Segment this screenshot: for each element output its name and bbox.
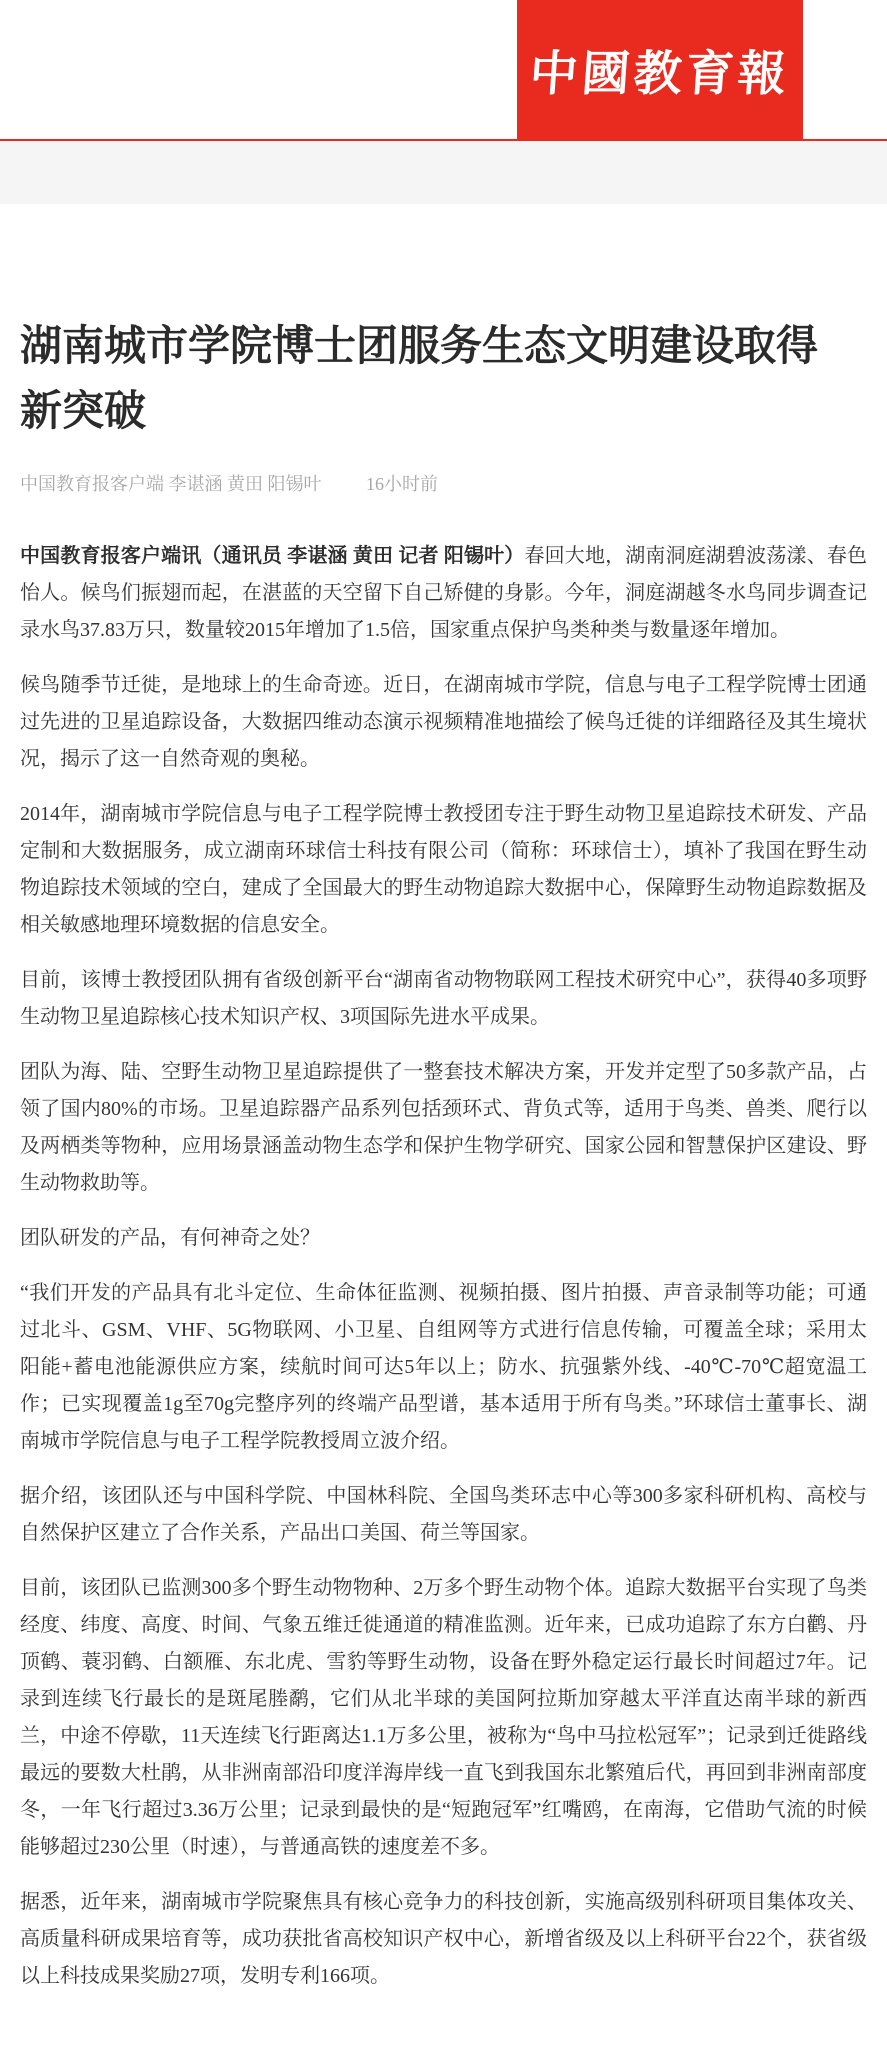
byline-timestamp: 16小时前 [366, 474, 438, 495]
paragraph-text: 春回大地，湖南洞庭湖碧波荡漾、春色怡人。候鸟们振翅而起，在湛蓝的天空留下自己矫健的身影。今年，洞庭湖越冬水鸟同步调查记录水鸟37.83万只，数量较2015年增加了1.5倍，国家重点保护鸟类种类与数量逐年增加。 [20, 545, 868, 642]
paragraph-text: 据介绍，该团队还与中国科学院、中国林科院、全国鸟类环志中心等300多家科研机构、高校与自然保护区建立了合作关系，产品出口美国、荷兰等国家。 [20, 1485, 867, 1545]
paragraph-text: 2014年，湖南城市学院信息与电子工程学院博士教授团专注于野生动物卫星追踪技术研发、产品定制和大数据服务，成立湖南环球信士科技有限公司（简称：环球信士），填补了我国在野生动物追踪技术领域的空白，建成了全国最大的野生动物追踪大数据中心，保障野生动物追踪数据及相关敏感地理环境数据的信息安全。 [20, 803, 867, 937]
byline [20, 470, 867, 496]
article-paragraph [20, 1054, 867, 1202]
paragraph-text: 目前，该博士教授团队拥有省级创新平台“湖南省动物物联网工程技术研究中心”，获得40多项野生动物卫星追踪核心技术知识产权、3项国际先进水平成果。 [20, 969, 867, 1029]
article-paragraph [20, 1884, 867, 1995]
article-paragraph [20, 1275, 867, 1460]
article-paragraph [20, 962, 867, 1036]
newspaper-logo-text: 中國教育報 [527, 48, 792, 101]
masthead [0, 0, 887, 141]
newspaper-logo[interactable] [517, 0, 803, 139]
article-paragraph [20, 1220, 867, 1257]
paragraph-text: 团队为海、陆、空野生动物卫星追踪提供了一整套技术解决方案，开发并定型了50多款产品，占领了国内80%的市场。卫星追踪器产品系列包括颈环式、背负式等，适用于鸟类、兽类、爬行以及两栖类等物种，应用场景涵盖动物生态学和保护生物学研究、国家公园和智慧保护区建设、野生动物救助等。 [20, 1061, 867, 1195]
article-paragraph [20, 1570, 867, 1866]
article-body [20, 538, 867, 2033]
paragraph-text: “我们开发的产品具有北斗定位、生命体征监测、视频拍摄、图片拍摄、声音录制等功能；可通过北斗、GSM、VHF、5G物联网、小卫星、自组网等方式进行信息传输，可覆盖全球；采用太阳能+蓄电池能源供应方案，续航时间可达5年以上；防水、抗强紫外线、-40℃-70℃超宽温工作；已实现覆盖1g至70g完整序列的终端产品型谱，基本适用于所有鸟类。”环球信士董事长、湖南城市学院信息与电子工程学院教授周立波介绍。 [20, 1282, 867, 1453]
page-title: 湖南城市学院博士团服务生态文明建设取得新突破 [20, 324, 819, 436]
paragraph-text: 目前，该团队已监测300多个野生动物物种、2万多个野生动物个体。追踪大数据平台实现了鸟类经度、纬度、高度、时间、气象五维迁徙通道的精准监测。近年来，已成功追踪了东方白鹳、丹顶鹤、蓑羽鹤、白额雁、东北虎、雪豹等野生动物，设备在野外稳定运行最长时间超过7年。记录到连续飞行最长的是斑尾塍鹬，它们从北半球的美国阿拉斯加穿越太平洋直达南半球的新西兰，中途不停歇，11天连续飞行距离达1.1万多公里，被称为“鸟中马拉松冠军”；记录到迁徙路线最远的要数大杜鹃，从非洲南部沿印度洋海岸线一直飞到我国东北繁殖后代，再回到非洲南部度冬，一年飞行超过3.36万公里；记录到最快的是“短跑冠军”红嘴鸥，在南海，它借助气流的时候能够超过230公里（时速），与普通高铁的速度差不多。 [20, 1577, 867, 1859]
article-paragraph [20, 667, 867, 778]
paragraph-text: 据悉，近年来，湖南城市学院聚焦具有核心竞争力的科技创新，实施高级别科研项目集体攻关、高质量科研成果培育等，成功获批省高校知识产权中心，新增省级及以上科研平台22个，获省级以上科技成果奖励27项，发明专利166项。 [20, 1891, 867, 1988]
article-paragraph [20, 796, 867, 944]
article-paragraph [20, 538, 867, 649]
byline-source-authors: 中国教育报客户端 李谌涵 黄田 阳锡叶 [20, 474, 322, 495]
paragraph-text: 候鸟随季节迁徙，是地球上的生命奇迹。近日，在湖南城市学院，信息与电子工程学院博士团通过先进的卫星追踪设备，大数据四维动态演示视频精准地描绘了候鸟迁徙的详细路径及其生境状况，揭示了这一自然奇观的奥秘。 [20, 674, 867, 771]
article-paragraph [20, 1478, 867, 1552]
paragraph-lead-bold: 中国教育报客户端讯（通讯员 李谌涵 黄田 记者 阳锡叶） [20, 545, 525, 568]
paragraph-text: 团队研发的产品，有何神奇之处？ [20, 1227, 320, 1250]
article-content [0, 315, 887, 2033]
nav-band [0, 141, 887, 204]
